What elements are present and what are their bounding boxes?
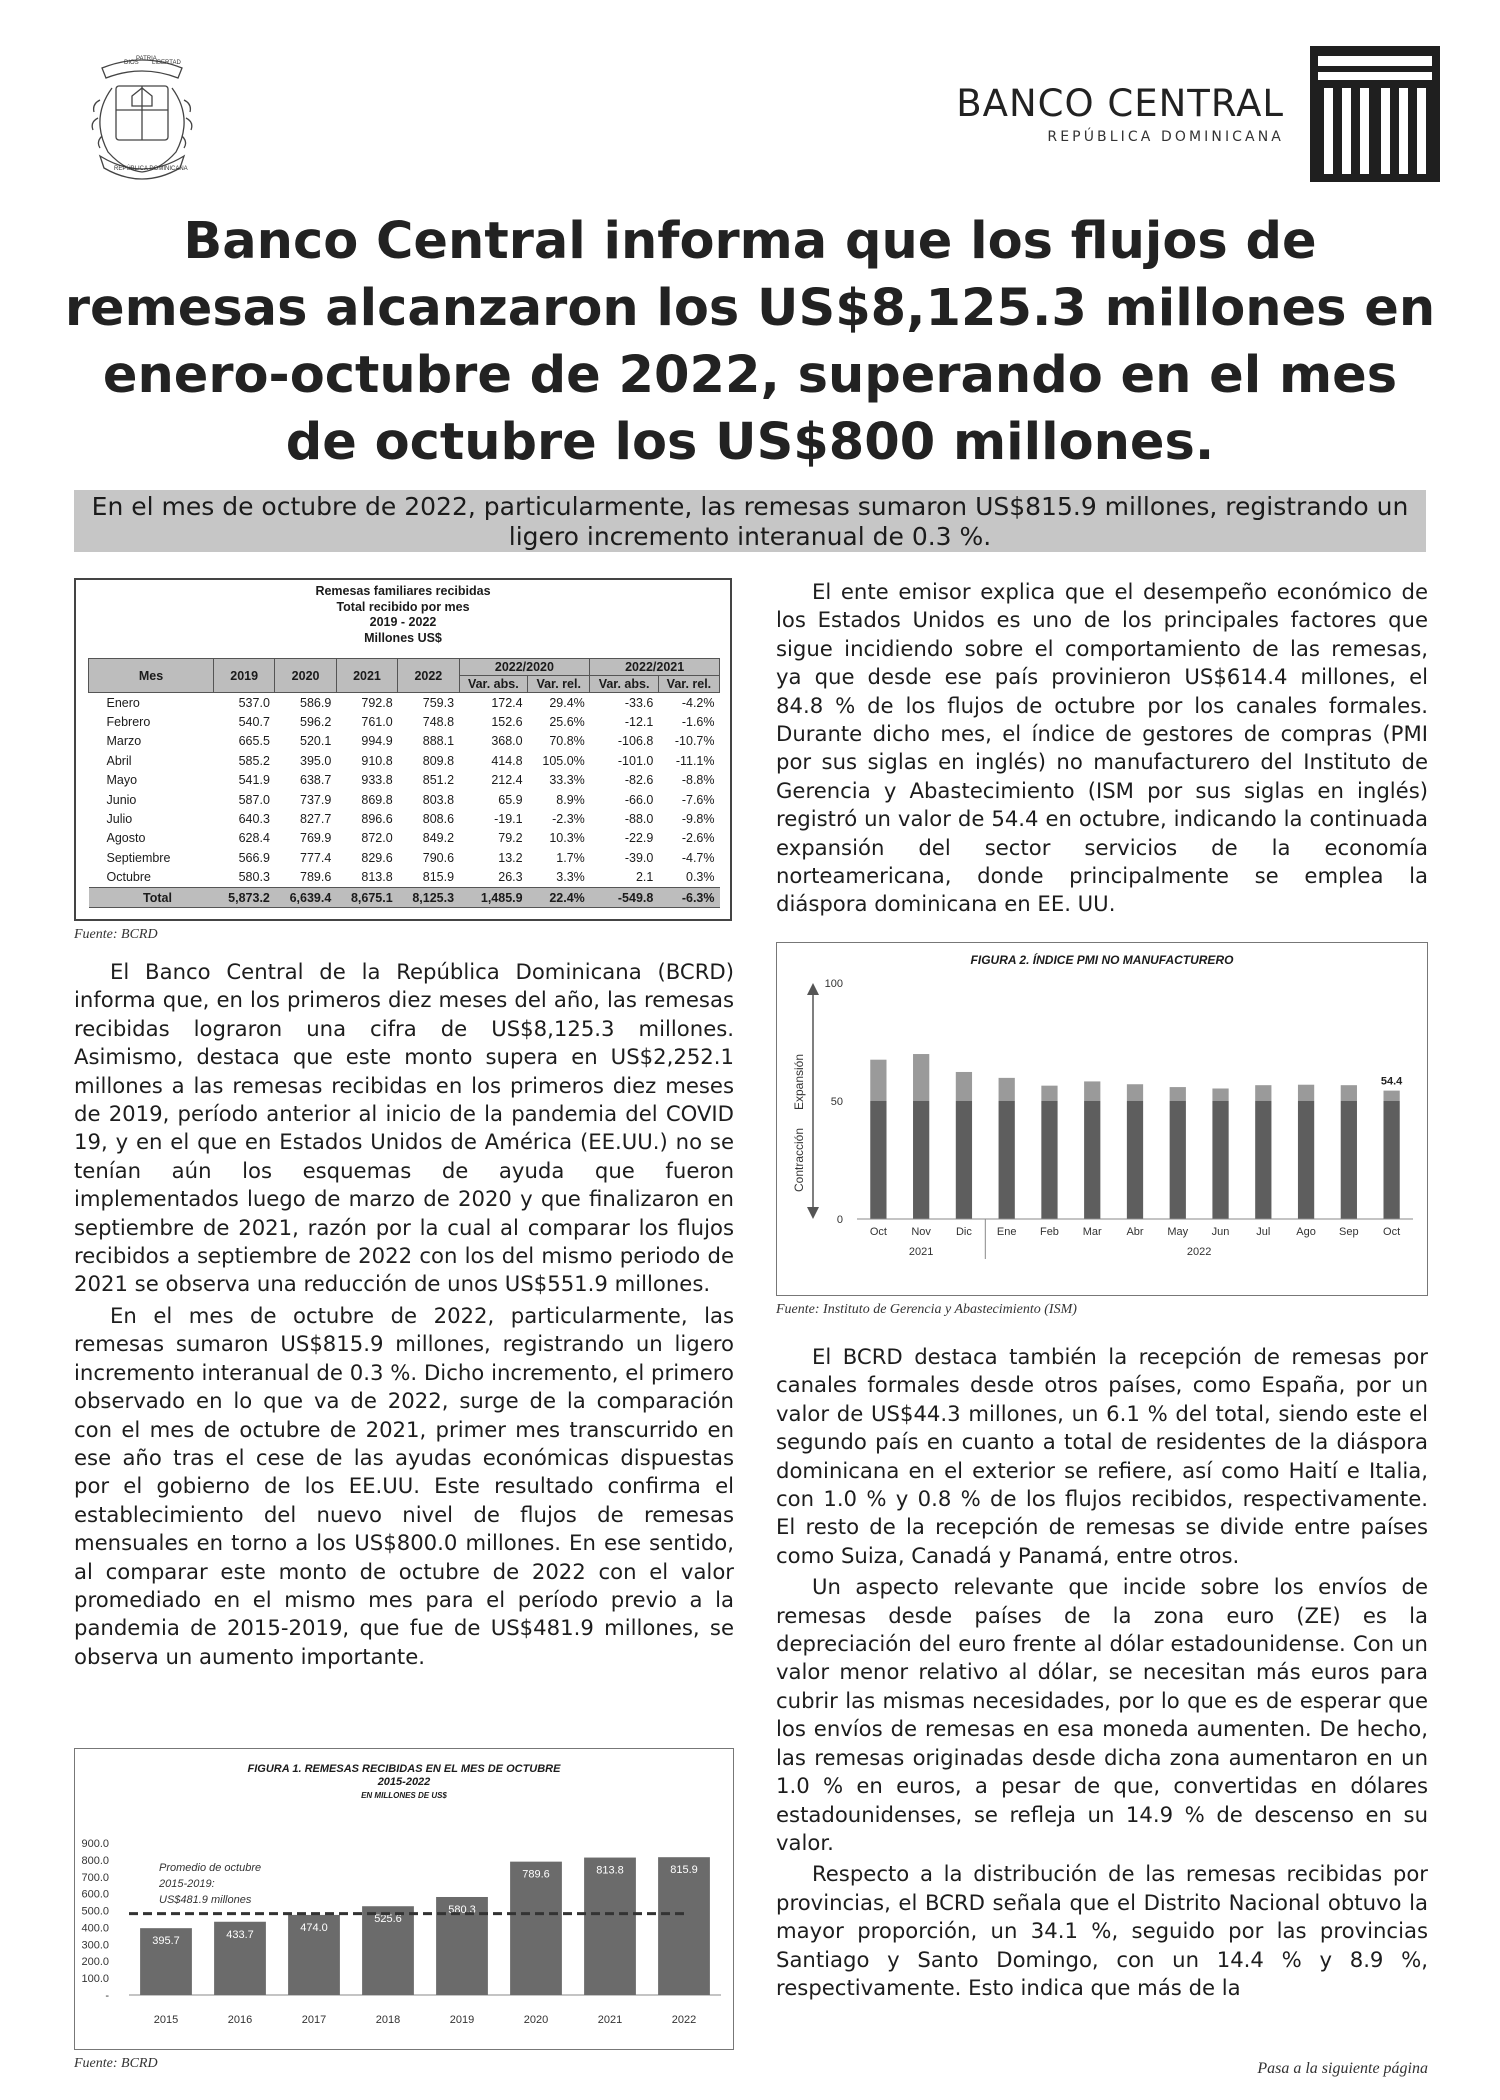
table-value-cell: 70.8% (549, 734, 585, 749)
table-value-cell: 896.6 (361, 812, 393, 827)
table-value-cell: 395.0 (300, 753, 332, 768)
table-value-cell: 748.8 (422, 715, 455, 730)
bar (584, 1858, 636, 1995)
table-value-cell: 737.9 (300, 792, 332, 807)
table-row (89, 868, 720, 888)
figure-1-subtitle: 2015-2022 (377, 1776, 431, 1788)
bar-above-threshold (956, 1072, 972, 1101)
year-group-label: 2022 (1186, 1246, 1212, 1258)
bar-below-threshold (1212, 1101, 1228, 1219)
y-tick-label: 900.0 (81, 1838, 109, 1850)
table-value-cell: 520.1 (300, 734, 332, 749)
figure-1-source: Fuente: BCRD (74, 2056, 158, 2071)
bar-above-threshold (1084, 1081, 1100, 1101)
table-value-cell: -4.2% (681, 695, 715, 710)
bar-above-threshold (1383, 1091, 1399, 1101)
x-tick-label: Ago (1296, 1226, 1316, 1238)
x-tick-label: Oct (1383, 1226, 1401, 1238)
arrow-up-icon (807, 983, 819, 995)
left-column-text (74, 958, 734, 1674)
table-value-cell: 777.4 (300, 850, 332, 865)
bar-value-label: 813.8 (596, 1864, 624, 1877)
table-value-cell: 33.3% (549, 773, 585, 788)
paragraph: Respecto a la distribución de las remesas recibidas por provincias, el BCRD señala que el Distrito Nacional obtuvo la mayor proporción, un 34.1 %, seguido por las provincias Santiago y Santo Domingo, con un 14.4 % y 8.9 %, respectivamente. Esto indica que más de la (776, 1861, 1428, 2000)
figure-2-plot (777, 943, 1425, 1293)
bar-value-label: 580.3 (448, 1903, 476, 1916)
table-value-cell: 827.7 (300, 812, 332, 827)
y-tick-label: 500.0 (81, 1905, 109, 1918)
table-value-cell: 65.9 (498, 792, 523, 807)
table-month-cell: Junio (106, 792, 137, 807)
right-column-text-top (776, 578, 1428, 922)
table-value-cell: 368.0 (491, 734, 523, 749)
table-total-cell: -6.3% (658, 887, 719, 907)
x-tick-label: May (1167, 1226, 1189, 1238)
table-value-cell: 540.7 (238, 715, 270, 730)
bar-below-threshold (1298, 1101, 1314, 1219)
arrow-down-icon (807, 1207, 819, 1219)
paragraph: Un aspecto relevante que incide sobre los envíos de remesas desde países de la zona euro (ZE) es la depreciación del euro frente al dólar estadounidense. Con un valor menor relativo al dólar, se necesitan más euros para cubrir las mismas necesidades, por lo que es de esperar que los envíos de remesas en esa moneda aumenten. De hecho, las remesas originadas desde dicha zona aumentaron en un 1.0 % en euros, a pesar de que, convertidas en dólares estadounidenses, se refleja un 14.9 % de descenso en su valor. (776, 1574, 1428, 1855)
table-month-cell: Marzo (106, 734, 142, 749)
bar-above-threshold (1341, 1085, 1357, 1101)
table-value-cell: 665.5 (238, 734, 270, 749)
coat-of-arms-seal (72, 48, 212, 188)
table-value-cell: 994.9 (361, 734, 393, 749)
table-value-cell: 172.4 (491, 695, 523, 710)
figure-2-title: FIGURA 2. ÍNDICE PMI NO MANUFACTURERO (970, 953, 1234, 967)
bar-below-threshold (870, 1101, 886, 1219)
table-value-cell: -101.0 (617, 753, 654, 768)
table-total-cell: 1,485.9 (459, 887, 528, 907)
figure-1-chart (74, 1748, 734, 2050)
table-value-cell: 13.2 (498, 850, 523, 865)
table-source: Fuente: BCRD (74, 927, 158, 942)
table-value-cell: -33.6 (624, 695, 654, 710)
table-row (89, 771, 720, 790)
table-value-cell: 3.3% (556, 870, 585, 885)
table-value-cell: 851.2 (422, 773, 455, 788)
bar (510, 1862, 562, 1995)
table-value-cell: 761.0 (361, 715, 393, 730)
table-month-cell: Enero (106, 695, 140, 710)
table-value-cell: -4.7% (681, 850, 715, 865)
table-value-cell: 0.3% (686, 870, 715, 885)
bank-subtitle: REPÚBLICA DOMINICANA (1047, 129, 1284, 145)
svg-text:PATRIA: PATRIA (136, 56, 157, 62)
bar-below-threshold (1383, 1101, 1399, 1219)
x-tick-label: 2019 (449, 2014, 475, 2026)
bar-above-threshold (1212, 1088, 1228, 1101)
paragraph: El ente emisor explica que el desempeño económico de los Estados Unidos es uno de los principales factores que sigue incidiendo sobre el comportamiento de las remesas, ya que desde ese país provinieron US$614.4 millones, el 84.8 % de los flujos de octubre por los canales formales. Durante dicho mes, el índice de gestores de compras (PMI por sus siglas en inglés) no manufacturero del Instituto de Gerencia y Abastecimiento (ISM por sus siglas en inglés) registró un valor de 54.4 en octubre, indicando la continuada expansión del sector servicios de la economía norteamericana, donde principalmente se emplea la diáspora dominicana en EE. UU. (776, 579, 1428, 917)
table-value-cell: -2.6% (681, 831, 715, 846)
table-value-cell: -1.6% (681, 715, 715, 730)
table-value-cell: 792.8 (361, 695, 393, 710)
figure-1-unit: EN MILLONES DE US$ (361, 1791, 447, 1800)
bar-value-label: 789.6 (522, 1868, 550, 1881)
remittances-table: Mes 2019 2020 2021 2022 2022/2020 2022/2021 Var. abs. Var. rel. Var. abs. Var. rel. Enero 537.0 586.9 792.8 759.3 172.4 29.4% -33.6 -4.2% Febrero 540.7 596.2 761.0 748.8 152.6 25.6% -12.1 -1.6% Marzo 665.5 520.1 994.9 888.1 368.0 70.8% -106.8 -10.7% Abril 585.2 395.0 910.8 809.8 414.8 105.0% -101.0 -11.1% Mayo 541.9 638.7 933.8 851.2 212.4 33.3% -82.6 -8.8% Junio 587.0 737.9 869.8 803.8 65.9 8.9% -66.0 -7.6% Julio 640.3 827.7 896.6 808.6 -19.1 -2.3% -88.0 -9.8% Agosto 628.4 769.9 872.0 849.2 79.2 10.3% -22.9 -2.6% Septiembre 566.9 777.4 829.6 790.6 13.2 1.7% -39.0 -4.7% Octubre 580.3 789.6 813.8 815.9 26.3 3.3% 2.1 0.3% Total 5,873.2 6,639.4 8,675.1 8,125.3 1,485.9 22.4% -549.8 -6.3% (88, 658, 720, 908)
y-tick-label: 0 (836, 1214, 843, 1226)
bar-below-threshold (999, 1101, 1015, 1219)
bar-value-label: 395.7 (152, 1935, 180, 1948)
table-value-cell: 815.9 (422, 870, 455, 885)
table-value-cell: 888.1 (422, 734, 455, 749)
table-value-cell: 566.9 (238, 850, 270, 865)
x-tick-label: 2016 (227, 2014, 253, 2026)
table-value-cell: -2.3% (552, 812, 585, 827)
x-tick-label: 2020 (523, 2014, 549, 2026)
table-value-cell: 152.6 (491, 715, 523, 730)
table-value-cell: 414.8 (491, 753, 523, 768)
x-tick-label: Jul (1256, 1226, 1271, 1238)
average-annotation: Promedio de octubre (159, 1862, 262, 1874)
table-value-cell: 29.4% (549, 695, 585, 710)
table-value-cell: 808.6 (422, 812, 455, 827)
right-column-text-bottom (776, 1343, 1428, 2005)
bank-logo (956, 46, 1440, 182)
table-total-cell: -549.8 (590, 887, 659, 907)
bar-below-threshold (1341, 1101, 1357, 1219)
table-value-cell: -88.0 (624, 812, 654, 827)
table-value-cell: 596.2 (300, 715, 332, 730)
table-value-cell: 537.0 (238, 695, 270, 710)
table-value-cell: -11.1% (675, 753, 715, 768)
table-row (89, 693, 720, 713)
table-value-cell: 829.6 (361, 850, 393, 865)
table-value-cell: -19.1 (494, 812, 523, 827)
table-value-cell: -82.6 (624, 773, 654, 788)
last-value-label: 54.4 (1380, 1075, 1403, 1088)
bar-above-threshold (870, 1060, 886, 1101)
x-tick-label: Dic (955, 1226, 972, 1238)
x-tick-label: Ene (996, 1226, 1017, 1238)
bar-below-threshold (1084, 1101, 1100, 1219)
table-value-cell: 769.9 (300, 831, 332, 846)
subheadline: En el mes de octubre de 2022, particularmente, las remesas sumaron US$815.9 millones, registrando un ligero incremento interanual de 0.3 %. (74, 490, 1426, 552)
bank-building-logo-icon (1310, 46, 1440, 182)
table-value-cell: 872.0 (361, 831, 393, 846)
table-row (89, 848, 720, 867)
table-month-cell: Mayo (106, 773, 138, 788)
x-tick-label: 2017 (301, 2014, 327, 2026)
expansion-label: Expansión (792, 1053, 806, 1111)
x-tick-label: Feb (1039, 1226, 1059, 1238)
table-value-cell: 869.8 (361, 792, 393, 807)
table-value-cell: 10.3% (549, 831, 585, 846)
average-annotation: US$481.9 millones (159, 1894, 252, 1906)
table-value-cell: 628.4 (238, 831, 270, 846)
table-value-cell: 638.7 (300, 773, 332, 788)
table-value-cell: -22.9 (624, 831, 654, 846)
table-total-cell: 8,125.3 (398, 887, 459, 907)
x-tick-label: Mar (1082, 1226, 1102, 1238)
table-value-cell: -10.7% (674, 734, 715, 749)
table-value-cell: 813.8 (361, 870, 393, 885)
average-annotation: 2015-2019: (159, 1878, 215, 1890)
y-tick-label: 100.0 (81, 1973, 109, 1986)
bar-above-threshold (913, 1054, 929, 1101)
x-tick-label: 2018 (375, 2014, 401, 2026)
y-tick-label: - (105, 1990, 109, 2002)
table-value-cell: 789.6 (300, 870, 332, 885)
bar-value-label: 474.0 (300, 1921, 328, 1934)
bar-below-threshold (1170, 1101, 1186, 1219)
table-total-cell: 8,675.1 (336, 887, 397, 907)
table-value-cell: 26.3 (498, 870, 523, 885)
x-tick-label: Abr (1126, 1226, 1144, 1238)
x-tick-label: Sep (1339, 1226, 1359, 1238)
y-tick-label: 50 (830, 1096, 843, 1108)
table-value-cell: 809.8 (422, 753, 455, 768)
y-tick-label: 700.0 (81, 1871, 109, 1884)
table-total-cell: Total (89, 887, 214, 907)
x-tick-label: Jun (1211, 1226, 1230, 1238)
table-month-cell: Julio (106, 812, 133, 827)
x-tick-label: 2015 (153, 2014, 179, 2026)
table-value-cell: 212.4 (491, 773, 523, 788)
remittances-table-box (74, 578, 732, 921)
table-value-cell: 803.8 (422, 792, 455, 807)
table-value-cell: 79.2 (498, 831, 523, 846)
table-value-cell: 790.6 (422, 850, 455, 865)
table-value-cell: 8.9% (556, 792, 585, 807)
year-group-label: 2021 (908, 1246, 934, 1258)
svg-text:DIOS: DIOS (124, 60, 139, 66)
table-value-cell: 2.1 (635, 870, 654, 885)
figure-1-plot (75, 1749, 731, 2047)
table-row (89, 790, 720, 809)
continue-note: Pasa a la siguiente página (1257, 2060, 1428, 2077)
y-tick-label: 600.0 (81, 1888, 109, 1901)
table-value-cell: -39.0 (624, 850, 654, 865)
bar-below-threshold (1255, 1101, 1271, 1219)
paragraph: En el mes de octubre de 2022, particularmente, las remesas sumaron US$815.9 millones, registrando un ligero incremento interanual de 0.3 %. Dicho incremento, el primero observado en lo que va de 2022, surge de la comparación con el mes de octubre de 2021, primer mes transcurrido en ese año tras el cese de las ayudas económicas dispuestas por el gobierno de los EE.UU. Este resultado confirma el establecimiento del nuevo nivel de flujos de remesas mensuales en torno a los US$800.0 millones. En ese sentido, al comparar este monto de octubre de 2022 con el valor promediado en el mismo mes para el período previo a la pandemia de 2015-2019, que fue de US$481.9 millones, se observa un aumento importante. (74, 1302, 734, 1669)
table-row (89, 809, 720, 828)
table-month-cell: Febrero (106, 715, 151, 730)
bar-below-threshold (913, 1101, 929, 1219)
table-month-cell: Octubre (106, 870, 151, 885)
bar-above-threshold (1127, 1084, 1143, 1101)
table-value-cell: -8.8% (681, 773, 715, 788)
table-value-cell: 105.0% (542, 753, 585, 768)
bar-value-label: 815.9 (670, 1864, 698, 1877)
bar-above-threshold (1041, 1086, 1057, 1101)
table-row (89, 712, 720, 731)
table-total-cell: 5,873.2 (214, 887, 275, 907)
bar (658, 1857, 710, 1995)
y-tick-label: 100 (824, 978, 843, 990)
bar-value-label: 525.6 (374, 1913, 402, 1926)
table-value-cell: 541.9 (238, 773, 270, 788)
svg-text:REPÚBLICA DOMINICANA: REPÚBLICA DOMINICANA (114, 166, 188, 172)
table-total-row (89, 887, 720, 907)
table-value-cell: 585.2 (238, 753, 270, 768)
table-month-cell: Septiembre (106, 850, 171, 865)
table-value-cell: -106.8 (617, 734, 654, 749)
table-value-cell: 933.8 (361, 773, 393, 788)
table-total-cell: 22.4% (528, 887, 590, 907)
bar-above-threshold (1170, 1087, 1186, 1101)
y-tick-label: 400.0 (81, 1922, 109, 1935)
y-tick-label: 800.0 (81, 1854, 109, 1867)
table-value-cell: 910.8 (361, 753, 393, 768)
table-value-cell: 849.2 (422, 831, 455, 846)
x-tick-label: 2021 (597, 2014, 623, 2026)
bank-name: BANCO CENTRAL (956, 82, 1284, 125)
headline: Banco Central informa que los flujos de remesas alcanzaron los US$8,125.3 millones en enero-octubre de 2022, superando en el mes de octubre los US$800 millones. (64, 212, 1436, 472)
table-value-cell: 640.3 (238, 812, 270, 827)
bar-below-threshold (1127, 1101, 1143, 1219)
table-title: Remesas familiares recibidas Total recibido por mes 2019 - 2022 Millones US$ (315, 584, 491, 645)
figure-1-title: FIGURA 1. REMESAS RECIBIDAS EN EL MES DE OCTUBRE (247, 1763, 561, 1775)
x-tick-label: 2022 (671, 2014, 697, 2026)
table-row (89, 829, 720, 848)
table-total-cell: 6,639.4 (275, 887, 336, 907)
table-value-cell: 759.3 (422, 695, 455, 710)
bar-below-threshold (1041, 1101, 1057, 1219)
figure-2-source: Fuente: Instituto de Gerencia y Abastecimiento (ISM) (776, 1302, 1077, 1317)
table-value-cell: 586.9 (300, 695, 332, 710)
bar-below-threshold (956, 1101, 972, 1219)
table-value-cell: -9.8% (681, 812, 715, 827)
svg-text:LIBERTAD: LIBERTAD (152, 60, 181, 66)
contraction-label: Contracción (792, 1127, 806, 1193)
table-month-cell: Abril (106, 753, 132, 768)
bar-above-threshold (999, 1078, 1015, 1101)
paragraph: El Banco Central de la República Dominicana (BCRD) informa que, en los primeros diez meses del año, las remesas recibidas lograron una cifra de US$8,125.3 millones. Asimismo, destaca que este monto supera en US$2,252.1 millones a las remesas recibidas en los primeros diez meses de 2019, período anterior al inicio de la pandemia del COVID 19, y en el que en Estados Unidos de América (EE.UU.) no se tenían aún los esquemas de ayuda que fueron implementados luego de marzo de 2020 y que finalizaron en septiembre de 2021, razón por la cual al comparar los flujos recibidos a septiembre de 2022 con los del mismo periodo de 2021 se observa una reducción de unos US$551.9 millones. (74, 959, 734, 1297)
table-value-cell: 580.3 (238, 870, 270, 885)
table-month-cell: Agosto (106, 831, 146, 846)
y-tick-label: 200.0 (81, 1956, 109, 1969)
paragraph: El BCRD destaca también la recepción de remesas por canales formales desde otros países, como España, por un valor de US$44.3 millones, un 6.1 % del total, siendo este el segundo país en cuanto a total de residentes de la diáspora dominicana en el exterior se refiere, así como Haití e Italia, con 1.0 % y 0.8 % de los flujos recibidos, respectivamente. El resto de la recepción de remesas se divide entre países como Suiza, Canadá y Panamá, entre otros. (776, 1344, 1428, 1568)
figure-2-chart (776, 942, 1428, 1296)
table-value-cell: -12.1 (624, 715, 654, 730)
bar-value-label: 433.7 (226, 1928, 254, 1941)
table-value-cell: 587.0 (238, 792, 270, 807)
table-value-cell: 1.7% (556, 850, 585, 865)
bar-above-threshold (1255, 1085, 1271, 1101)
table-value-cell: 25.6% (549, 715, 585, 730)
x-tick-label: Oct (869, 1226, 887, 1238)
table-value-cell: -7.6% (681, 792, 715, 807)
table-row (89, 732, 720, 751)
bar-above-threshold (1298, 1085, 1314, 1101)
table-row (89, 751, 720, 770)
y-tick-label: 300.0 (81, 1939, 109, 1952)
table-value-cell: -66.0 (624, 792, 654, 807)
x-tick-label: Nov (911, 1226, 931, 1238)
